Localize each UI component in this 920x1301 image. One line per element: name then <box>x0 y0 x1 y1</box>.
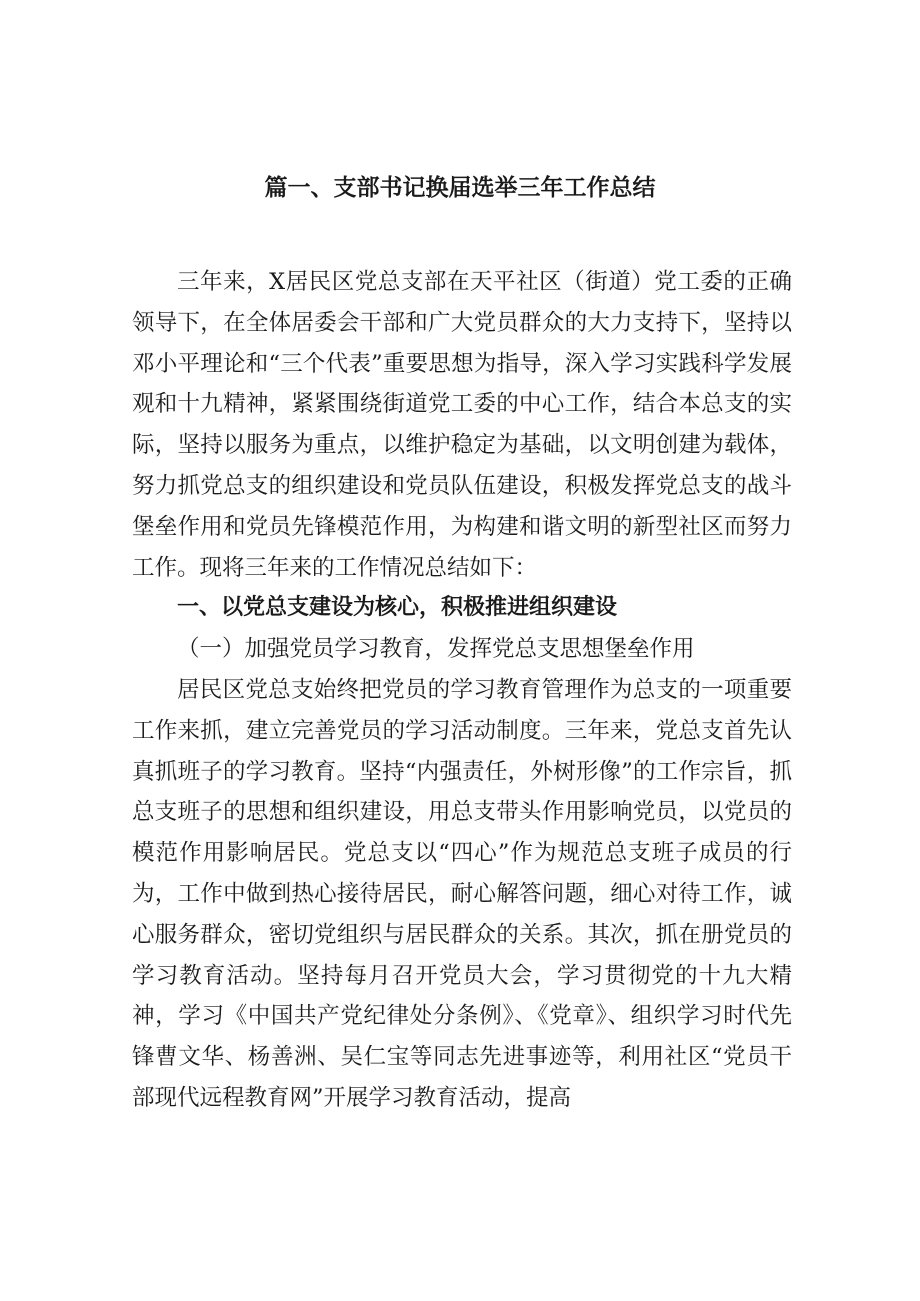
subsection-heading: （一）加强党员学习教育，发挥党总支思想堡垒作用 <box>177 636 695 663</box>
intro-paragraph: 三年来，X居民区党总支部在天平社区（街道）党工委的正确领导下，在全体居委会干部和广大党员群众的大力支持下，坚持以邓小平理论和“三个代表”重要思想为指导，深入学习实践科学发展观和十九精神，紧紧围绕街道党工委的中心工作，结合本总支的实际，坚持以服务为重点，以维护稳定为基础，以文明创建为载体，努力抓党总支的组织建设和党员队伍建设，积极发挥党总支的战斗堡垒作用和党员先锋模范作用，为构建和谐文明的新型社区而努力工作。现将三年来的工作情况总结如下： <box>132 269 792 581</box>
body-paragraph: 居民区党总支始终把党员的学习教育管理作为总支的一项重要工作来抓，建立完善党员的学习活动制度。三年来，党总支首先认真抓班子的学习教育。坚持“内强责任，外树形像”的工作宗旨，抓总支班子的思想和组织建设，用总支带头作用影响党员，以党员的模范作用影响居民。党总支以“四心”作为规范总支班子成员的行为，工作中做到热心接待居民，耐心解答问题，细心对待工作，诚心服务群众，密切党组织与居民群众的关系。其次，抓在册党员的学习教育活动。坚持每月召开党员大会，学习贯彻党的十九大精神，学习《中国共产党纪律处分条例》、《党章》、组织学习时代先锋曹文华、杨善洲、吴仁宝等同志先进事迹等，利用社区“党员干部现代远程教育网”开展学习教育活动，提高 <box>132 676 792 1111</box>
section-heading: 一、以党总支建设为核心，积极推进组织建设 <box>177 595 618 621</box>
document-body <box>132 262 792 1119</box>
document-title: 篇一、支部书记换届选举三年工作总结 <box>264 175 656 201</box>
